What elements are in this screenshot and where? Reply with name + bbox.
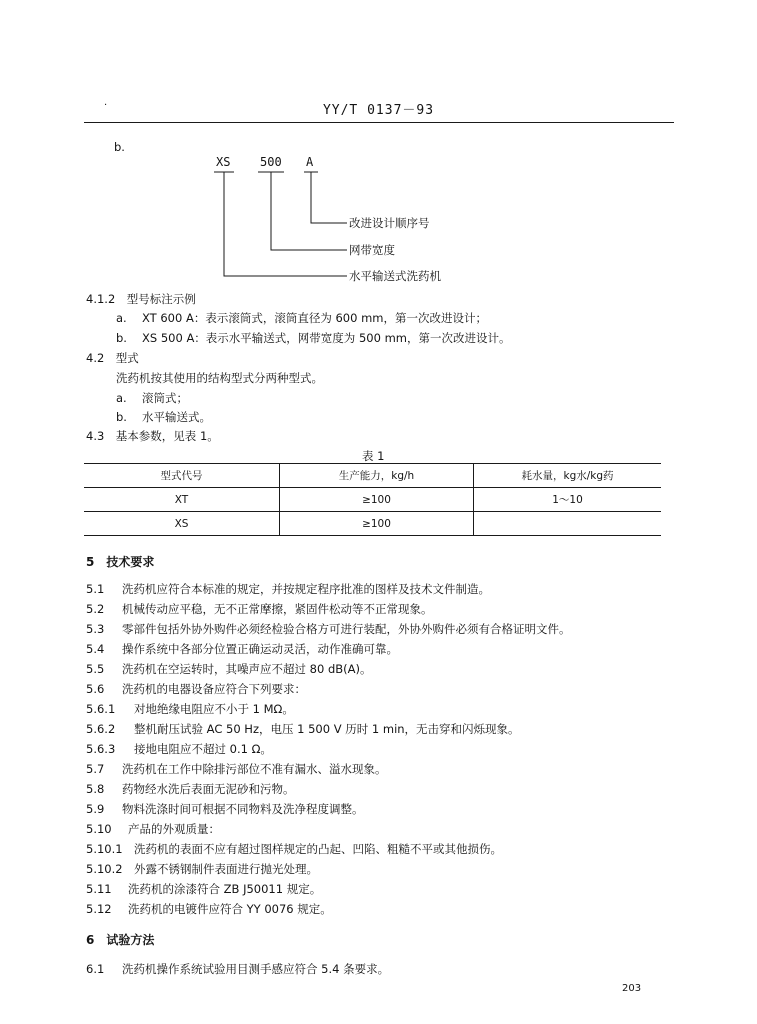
clause-number: 5.6.3 [86, 742, 116, 756]
scan-speck: · [104, 100, 108, 111]
clause-text: 物料洗涤时间可根据不同物料及洗净程度调整。 [122, 802, 364, 816]
column-header: 型式代号 [84, 464, 280, 488]
clause-text: 零部件包括外协外购件必须经检验合格方可进行装配，外协外购件必须有合格证明文件。 [122, 622, 571, 636]
table-row [84, 512, 661, 536]
clause-number: 5.10.2 [86, 862, 123, 876]
clause-text: 洗药机的电镀件应符合 YY 0076 规定。 [128, 902, 332, 916]
clause-number: 5.4 [86, 642, 105, 656]
callout-revision: 改进设计顺序号 [349, 216, 430, 230]
clause-number: 6.1 [86, 962, 105, 976]
code-revision: A [306, 155, 314, 169]
section-4-1-2-heading: 4.1.2 型号标注示例 [86, 292, 196, 306]
clause-text: 洗药机的电器设备应符合下列要求： [122, 682, 306, 696]
table-row [84, 488, 661, 512]
example-item-b: XS 500 A：表示水平输送式，网带宽度为 500 mm，第一次改进设计。 [142, 331, 511, 345]
clause-number: 5.5 [86, 662, 105, 676]
clause-number: 5.7 [86, 762, 105, 776]
clause-text: 洗药机应符合本标准的规定，并按规定程序批准的图样及技术文件制造。 [122, 582, 490, 596]
clause-text: 机械传动应平稳，无不正常摩擦，紧固件松动等不正常现象。 [122, 602, 433, 616]
diagram-label: b. [114, 140, 125, 154]
parameters-table [84, 463, 661, 536]
clause-number: 5.6 [86, 682, 105, 696]
type-item-b: 水平输送式。 [142, 410, 211, 424]
callout-width: 网带宽度 [349, 243, 395, 257]
clause-text: 产品的外观质量： [128, 822, 220, 836]
leader-series [224, 172, 347, 276]
clause-number: 5.6.2 [86, 722, 116, 736]
clause-text: 洗药机操作系统试验用目测手感应符合 5.4 条要求。 [122, 962, 390, 976]
section-4-2-heading: 4.2 型式 [86, 351, 139, 365]
clause-text: 洗药机在空运转时，其噪声应不超过 80 dB(A)。 [122, 662, 372, 676]
table-cell: XS [84, 512, 280, 536]
table-cell: ≥100 [280, 488, 474, 512]
column-header: 耗水量，kg水/kg药 [474, 464, 662, 488]
document-header: YY/T 0137－93 [322, 103, 435, 118]
table-cell: 1～10 [474, 488, 662, 512]
clause-text: 整机耐压试验 AC 50 Hz，电压 1 500 V 历时 1 min，无击穿和闪烁现象。 [134, 722, 520, 736]
clause-text: 药物经水洗后表面无泥砂和污物。 [122, 782, 295, 796]
clause-text: 洗药机的表面不应有超过图样规定的凸起、凹陷、粗糙不平或其他损伤。 [134, 842, 502, 856]
clause-text: 接地电阻应不超过 0.1 Ω。 [134, 742, 272, 756]
section-4-3-heading: 4.3 基本参数，见表 1。 [86, 429, 219, 443]
code-series: XS [216, 155, 231, 169]
clause-number: 5.10 [86, 822, 112, 836]
clause-number: 5.12 [86, 902, 112, 916]
list-mark: a. [116, 311, 127, 325]
clause-text: 外露不锈钢制件表面进行抛光处理。 [134, 862, 318, 876]
clause-text: 洗药机在工作中除排污部位不准有漏水、溢水现象。 [122, 762, 387, 776]
section-4-2-body: 洗药机按其使用的结构型式分两种型式。 [116, 371, 323, 385]
column-header: 生产能力，kg/h [280, 464, 474, 488]
clause-number: 5.1 [86, 582, 105, 596]
leader-width [271, 172, 347, 250]
leader-revision [311, 172, 347, 223]
clause-number: 5.2 [86, 602, 105, 616]
clause-number: 5.10.1 [86, 842, 123, 856]
clause-number: 5.3 [86, 622, 105, 636]
list-mark: b. [116, 331, 127, 345]
clause-number: 5.11 [86, 882, 112, 896]
table-cell: ≥100 [280, 512, 474, 536]
clause-text: 洗药机的涂漆符合 ZB J50011 规定。 [128, 882, 322, 896]
section-5-heading: 5 技术要求 [86, 555, 155, 569]
list-mark: b. [116, 410, 127, 424]
section-6-heading: 6 试验方法 [86, 933, 155, 947]
clause-text: 对地绝缘电阻应不小于 1 MΩ。 [134, 702, 294, 716]
clause-text: 操作系统中各部分位置正确运动灵活，动作准确可靠。 [122, 642, 398, 656]
list-mark: a. [116, 391, 127, 405]
table-cell: XT [84, 488, 280, 512]
table-cell [474, 512, 662, 536]
clause-number: 5.9 [86, 802, 105, 816]
code-width: 500 [260, 155, 282, 169]
table-caption: 表 1 [362, 449, 385, 463]
page-number: 203 [622, 983, 642, 994]
clause-number: 5.6.1 [86, 702, 116, 716]
type-item-a: 滚筒式； [142, 391, 188, 405]
clause-number: 5.8 [86, 782, 105, 796]
callout-series: 水平输送式洗药机 [349, 269, 441, 283]
example-item-a: XT 600 A：表示滚筒式，滚筒直径为 600 mm，第一次改进设计； [142, 311, 487, 325]
